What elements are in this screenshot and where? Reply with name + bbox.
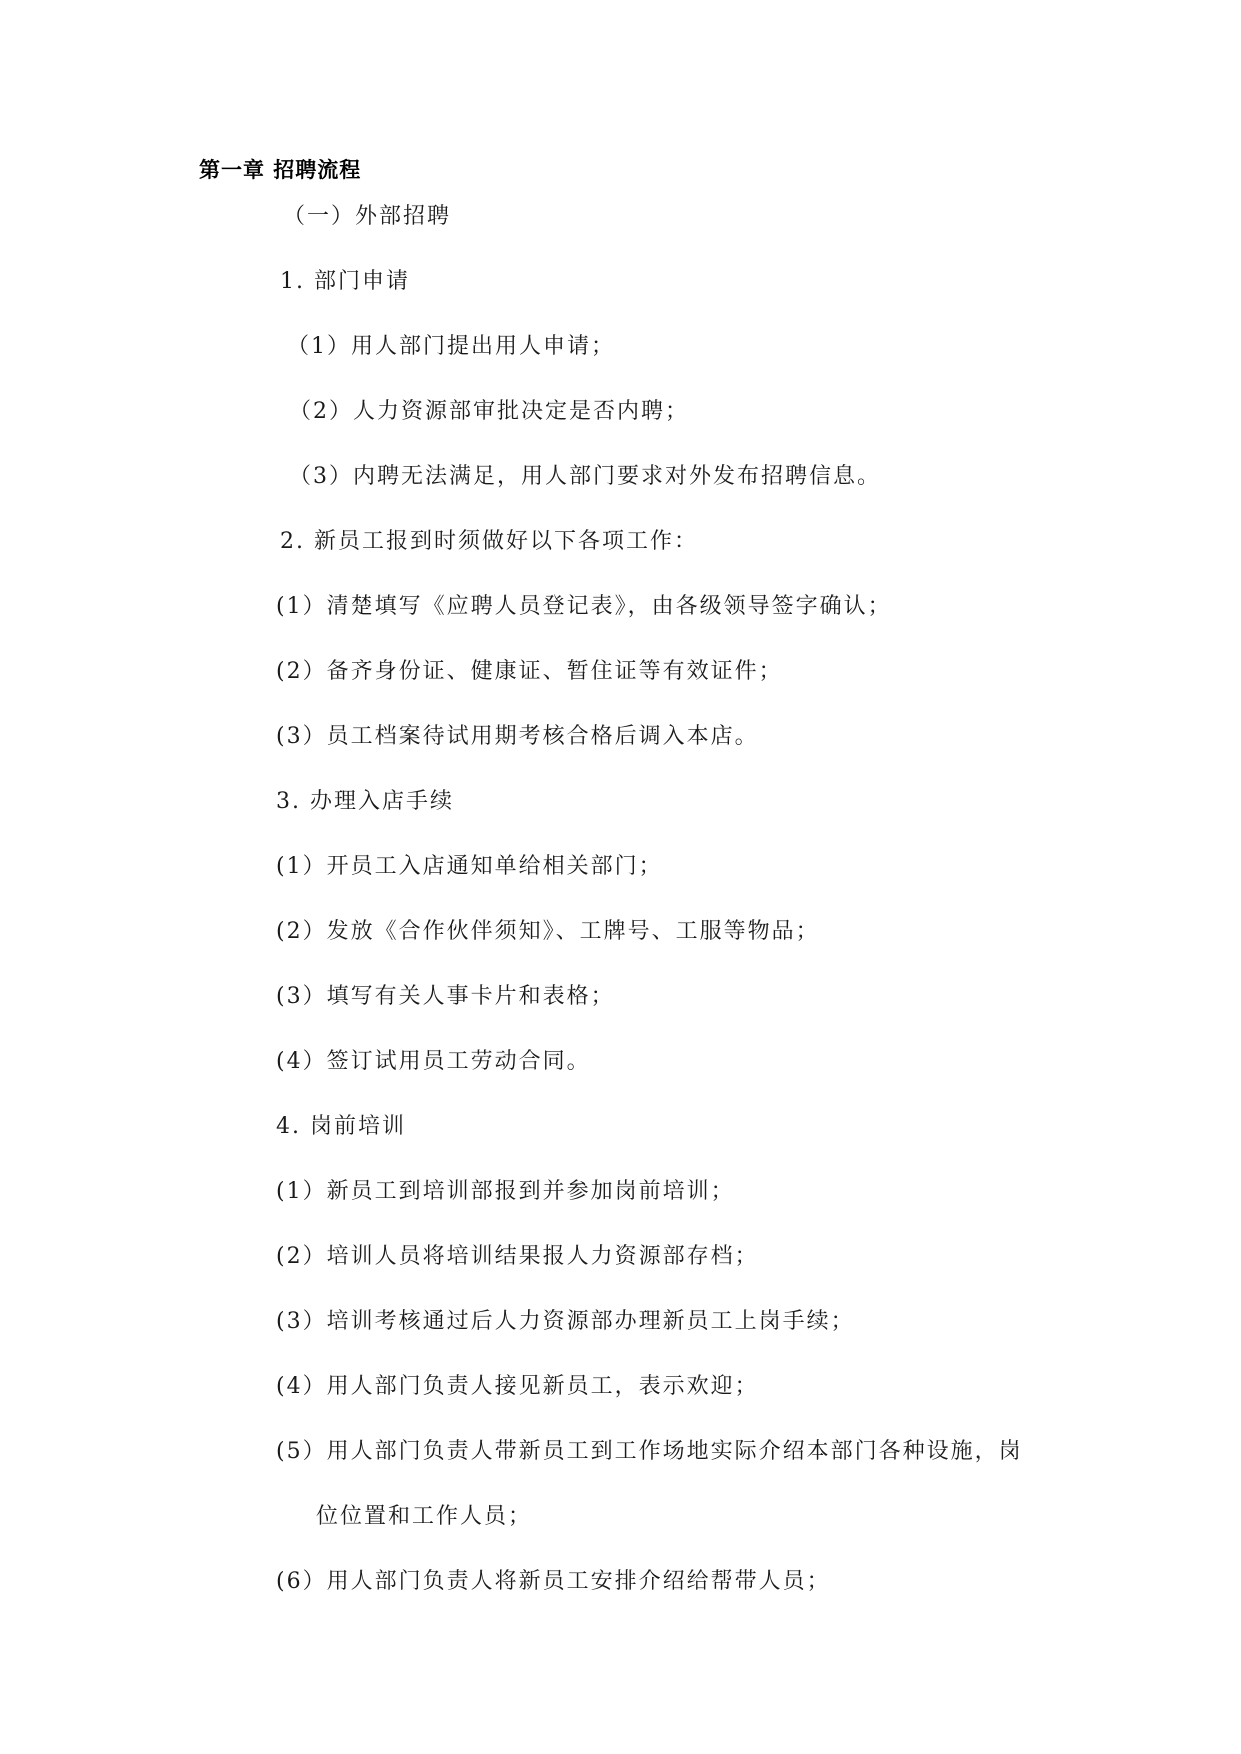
item-1-title: 1. 部门申请	[280, 269, 410, 294]
item-2-sub-3: (3）员工档案待试用期考核合格后调入本店。	[276, 724, 759, 749]
item-4-sub-1: (1）新员工到培训部报到并参加岗前培训；	[276, 1179, 735, 1204]
item-1-sub-3: （3）内聘无法满足，用人部门要求对外发布招聘信息。	[289, 464, 881, 489]
item-3-sub-4: (4）签订试用员工劳动合同。	[276, 1049, 591, 1074]
item-4-sub-2: (2）培训人员将培训结果报人力资源部存档；	[276, 1244, 759, 1269]
item-1-sub-1: （1）用人部门提出用人申请；	[287, 334, 615, 359]
item-4-sub-3: (3）培训考核通过后人力资源部办理新员工上岗手续；	[276, 1309, 855, 1334]
chapter-title: 第一章 招聘流程	[199, 158, 362, 182]
item-4-sub-6: (6）用人部门负责人将新员工安排介绍给帮带人员；	[276, 1569, 831, 1594]
item-3-sub-1: (1）开员工入店通知单给相关部门；	[276, 854, 663, 879]
item-4-sub-5-line-1: (5）用人部门负责人带新员工到工作场地实际介绍本部门各种设施，岗	[276, 1439, 1023, 1464]
item-4-title: 4. 岗前培训	[276, 1114, 406, 1139]
item-3-sub-2: (2）发放《合作伙伴须知》、工牌号、工服等物品；	[276, 919, 820, 944]
item-2-sub-2: (2）备齐身份证、健康证、暂住证等有效证件；	[276, 659, 783, 684]
item-1-sub-2: （2）人力资源部审批决定是否内聘；	[289, 399, 689, 424]
item-4-sub-5-line-2: 位位置和工作人员；	[316, 1504, 533, 1529]
section-heading-external-recruitment: （一）外部招聘	[283, 204, 452, 229]
item-3-title: 3. 办理入店手续	[276, 789, 454, 814]
item-2-sub-1: (1）清楚填写《应聘人员登记表》，由各级领导签字确认；	[276, 594, 892, 619]
item-3-sub-3: (3）填写有关人事卡片和表格；	[276, 984, 615, 1009]
item-4-sub-4: (4）用人部门负责人接见新员工，表示欢迎；	[276, 1374, 759, 1399]
item-2-title: 2. 新员工报到时须做好以下各项工作：	[280, 529, 698, 554]
